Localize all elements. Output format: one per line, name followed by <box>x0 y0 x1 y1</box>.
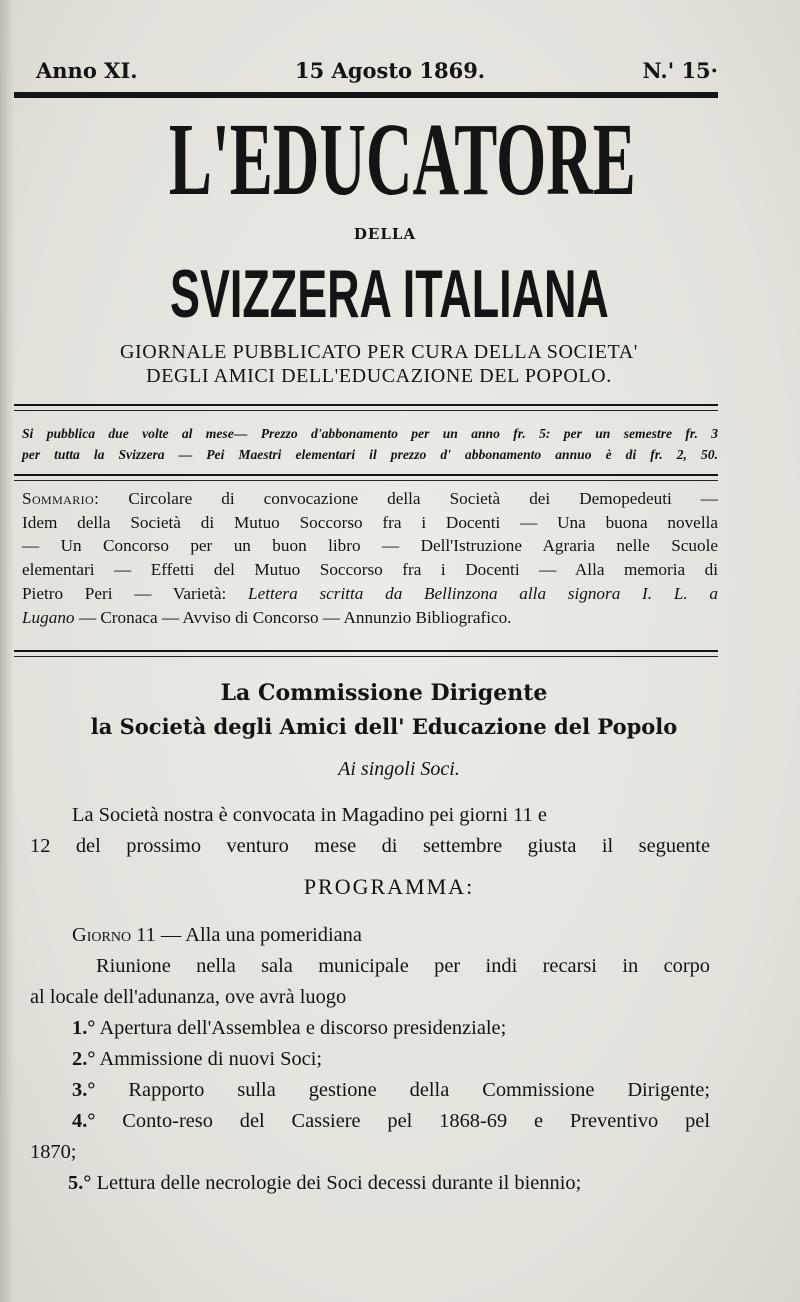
programma-item: 2.° Ammissione di nuovi Soci; <box>72 1048 323 1070</box>
programma-item-continued: 1870; <box>30 1141 77 1163</box>
issue-date: 15 Agosto 1869. <box>295 58 486 83</box>
programma-body <box>30 920 710 1199</box>
newspaper-title: L'EDUCATORE <box>168 102 636 217</box>
article-heading-1: La Commissione Dirigente <box>220 680 548 706</box>
rule <box>14 650 718 652</box>
sommario-block <box>22 487 718 629</box>
sommario-line: Pietro Peri — Varietà: Lettera scritta da Bellinzona alla signora I. L. a <box>22 583 719 603</box>
article-heading-2: la Società degli Amici dell' Educazione del Popolo <box>90 714 678 739</box>
title-della: DELLA <box>353 225 417 243</box>
sommario-line: elementari — Effetti del Mutuo Soccorso fra i Docenti — Alla memoria di <box>22 560 718 580</box>
issue-number: N.' 15· <box>642 58 718 83</box>
sommario-line: Idem della Società di Mutuo Soccorso fra i Docenti — Una buona novella <box>22 512 718 532</box>
programma-item: 5.° Lettura delle necrologie dei Soci decessi durante il biennio; <box>68 1172 582 1194</box>
text-line: La Società nostra è convocata in Magadino pei giorni 11 e <box>72 804 547 826</box>
rule <box>14 404 718 406</box>
subscription-line-1: Si pubblica due volte al mese— Prezzo d'abbonamento per un anno fr. 5: per un semestre fr. 3 <box>22 426 718 441</box>
article-intro <box>30 800 710 862</box>
sommario-line: — Un Concorso per un buon libro — Dell'Istruzione Agraria nelle Scuole <box>22 536 718 556</box>
rule <box>14 410 718 411</box>
programma-item: 3.° Rapporto sulla gestione della Commissione Dirigente; <box>72 1079 710 1101</box>
tagline-line-1: GIORNALE PUBBLICATO PER CURA DELLA SOCIETA' <box>119 341 639 363</box>
rule <box>14 656 718 657</box>
rule <box>14 480 718 481</box>
issue-year: Anno XI. <box>36 58 138 83</box>
masthead-rule <box>14 92 718 98</box>
programma-item: 1.° Apertura dell'Assemblea e discorso presidenziale; <box>72 1017 507 1039</box>
subscription-line-2: per tutta la Svizzera — Pei Maestri elementari il prezzo d' abbonamento annuo è di fr. 2, 50. <box>22 447 718 462</box>
sommario-label: Sommario: <box>22 489 100 508</box>
newspaper-subtitle: SVIZZERA ITALIANA <box>170 256 609 332</box>
rule <box>14 474 718 476</box>
masthead-info <box>36 58 718 83</box>
sommario-line: Sommario: Circolare di convocazione della Società dei Demopedeuti — <box>22 489 719 508</box>
sommario-line: Lugano — Cronaca — Avviso di Concorso — Annunzio Bibliografico. <box>22 607 512 627</box>
programma-item: 4.° Conto-reso del Cassiere pel 1868-69 e Preventivo pel <box>72 1110 710 1132</box>
text-line: 12 del prossimo venturo mese di settembre giusta il seguente <box>30 835 710 857</box>
text-line: Riunione nella sala municipale per indi recarsi in corpo <box>96 955 710 977</box>
programma-heading: PROGRAMMA: <box>303 874 475 899</box>
giorno-line: Giorno 11 — Alla una pomeridiana <box>72 924 362 946</box>
page-edge-shadow <box>0 0 14 1302</box>
tagline-line-2: DEGLI AMICI DELL'EDUCAZIONE DEL POPOLO. <box>146 365 612 387</box>
giorno-label: Giorno <box>72 924 132 946</box>
text-line: al locale dell'adunanza, ove avrà luogo <box>30 986 347 1008</box>
article-addressee: Ai singoli Soci. <box>338 758 460 780</box>
